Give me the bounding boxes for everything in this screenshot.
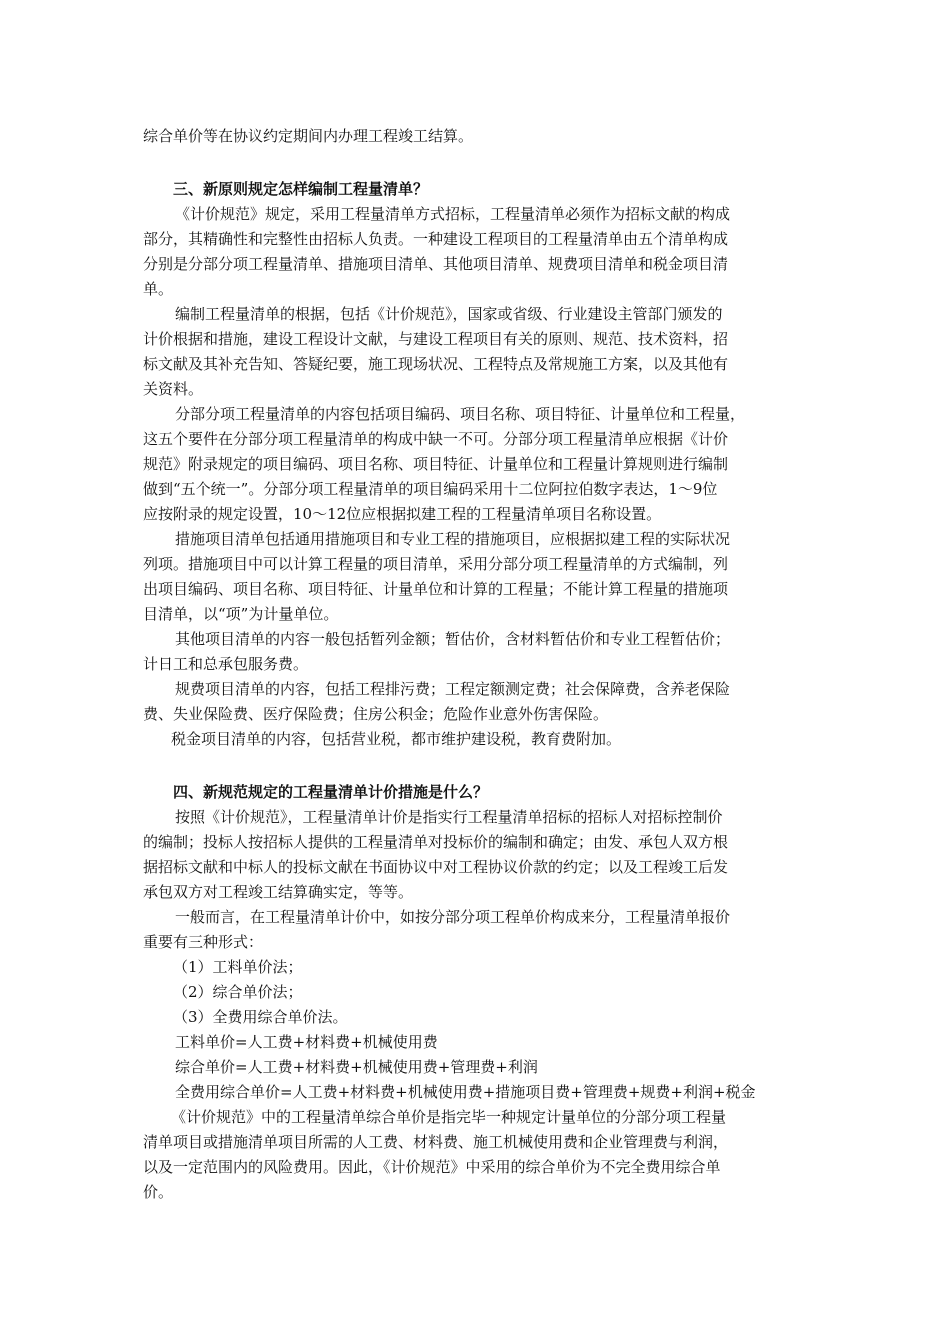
- text-line: 做到“五个统一”。分部分项工程量清单的项目编码采用十二位阿拉伯数字表达，1～9位: [143, 480, 718, 498]
- spacer: [143, 149, 823, 177]
- text-line: 分别是分部分项工程量清单、措施项目清单、其他项目清单、规费项目清单和税金项目清: [143, 255, 729, 273]
- text-line: 重要有三种形式：: [143, 933, 264, 951]
- spacer: [143, 752, 823, 780]
- text-line: 综合单价等在协议约定期间内办理工程竣工结算。: [143, 127, 474, 145]
- document-body: [143, 124, 823, 1205]
- text-line: 其他项目清单的内容一般包括暂列金额；暂估价，含材料暂估价和专业工程暂估价；: [175, 630, 731, 648]
- text-line: 清单项目或措施清单项目所需的人工费、材料费、施工机械使用费和企业管理费与利润，: [143, 1133, 729, 1151]
- list-item: （2）综合单价法；: [173, 983, 303, 1001]
- text-line: 目清单，以“项”为计量单位。: [143, 605, 339, 623]
- text-line: 部分，其精确性和完整性由招标人负责。一种建设工程项目的工程量清单由五个清单构成: [143, 230, 729, 248]
- text-line: 以及一定范围内的风险费用。因此，《计价规范》中采用的综合单价为不完全费用综合单: [143, 1158, 721, 1176]
- text-line: 计日工和总承包服务费。: [143, 655, 309, 673]
- text-line: 计价根据和措施，建设工程设计文献，与建设工程项目有关的原则、规范、技术资料，招: [143, 330, 729, 348]
- text-line: 出项目编码、项目名称、项目特征、计量单位和计算的工程量；不能计算工程量的措施项: [143, 580, 729, 598]
- text-line: 价。: [143, 1183, 174, 1201]
- text-line: 税金项目清单的内容，包括营业税，都市维护建设税，教育费附加。: [171, 730, 622, 748]
- formula-line: 工料单价=人工费+材料费+机械使用费: [175, 1033, 438, 1051]
- text-line: 关资料。: [143, 380, 204, 398]
- section-heading-3: 三、新原则规定怎样编制工程量清单？: [173, 180, 429, 198]
- text-line: 《计价规范》中的工程量清单综合单价是指完毕一种规定计量单位的分部分项工程量: [171, 1108, 727, 1126]
- text-line: 分部分项工程量清单的内容包括项目编码、项目名称、项目特征、计量单位和工程量，: [175, 405, 746, 423]
- text-line: 编制工程量清单的根据，包括《计价规范》，国家或省级、行业建设主管部门颁发的: [175, 305, 723, 323]
- text-line: 列项。措施项目中可以计算工程量的项目清单，采用分部分项工程量清单的方式编制，列: [143, 555, 729, 573]
- list-item: （1）工料单价法；: [173, 958, 303, 976]
- text-line: 据招标文献和中标人的投标文献在书面协议中对工程协议价款的约定；以及工程竣工后发: [143, 858, 729, 876]
- text-line: 《计价规范》规定，采用工程量清单方式招标，工程量清单必须作为招标文献的构成: [175, 205, 731, 223]
- text-line: 按照《计价规范》，工程量清单计价是指实行工程量清单招标的招标人对招标控制价: [175, 808, 723, 826]
- section-heading-4: 四、新规范规定的工程量清单计价措施是什么？: [173, 783, 489, 801]
- text-line: 标文献及其补充告知、答疑纪要，施工现场状况、工程特点及常规施工方案，以及其他有: [143, 355, 729, 373]
- formula-line: 综合单价=人工费+材料费+机械使用费+管理费+利润: [175, 1058, 538, 1076]
- text-line: 费、失业保险费、医疗保险费；住房公积金；危险作业意外伤害保险。: [143, 705, 609, 723]
- text-line: 承包双方对工程竣工结算确实定，等等。: [143, 883, 414, 901]
- text-line: 一般而言，在工程量清单计价中，如按分部分项工程单价构成来分，工程量清单报价: [175, 908, 731, 926]
- list-item: （3）全费用综合单价法。: [173, 1008, 348, 1026]
- text-line: 的编制；投标人按招标人提供的工程量清单对投标价的编制和确定；由发、承包人双方根: [143, 833, 729, 851]
- formula-line: 全费用综合单价=人工费+材料费+机械使用费+措施项目费+管理费+规费+利润+税金: [175, 1083, 756, 1101]
- text-line: 措施项目清单包括通用措施项目和专业工程的措施项目，应根据拟建工程的实际状况: [175, 530, 731, 548]
- text-line: 这五个要件在分部分项工程量清单的构成中缺一不可。分部分项工程量清单应根据《计价: [143, 430, 729, 448]
- text-line: 单。: [143, 280, 174, 298]
- text-line: 规范》附录规定的项目编码、项目名称、项目特征、计量单位和工程量计算规则进行编制: [143, 455, 729, 473]
- text-line: 应按附录的规定设置，10～12位应根据拟建工程的工程量清单项目名称设置。: [143, 505, 662, 523]
- text-line: 规费项目清单的内容，包括工程排污费；工程定额测定费；社会保障费，含养老保险: [175, 680, 731, 698]
